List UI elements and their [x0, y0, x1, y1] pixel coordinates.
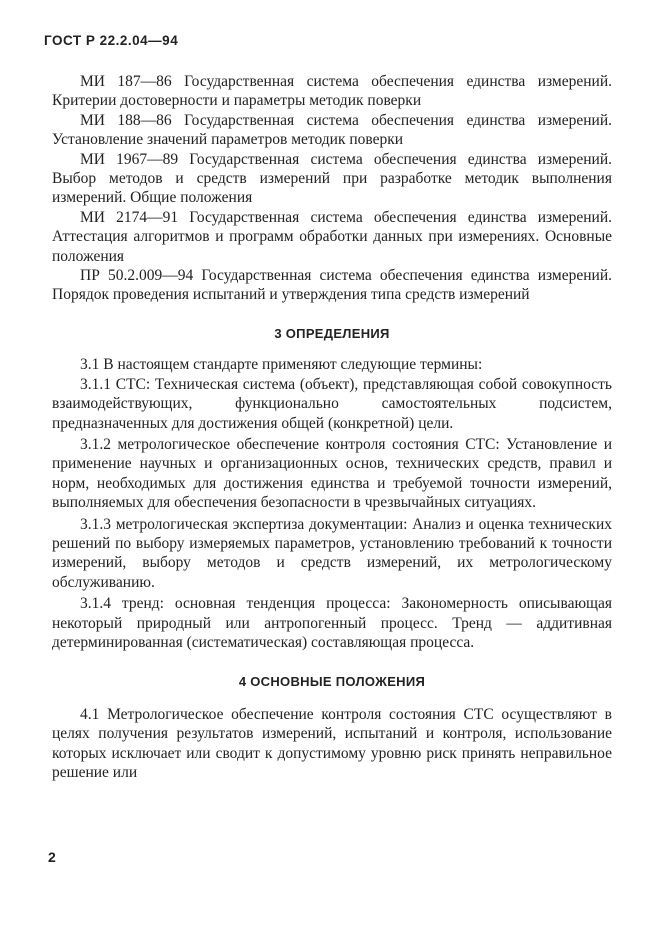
definition-paragraph: 3.1.2 метрологическое обеспечение контроля состояния СТС: Установление и применение научных и организационных основ, технических средств, правил и норм, необходимых для достижения единства и требуемой точности измерений, выполняемых для обеспечения безопасности в чрезвычайных ситуациях. — [52, 435, 612, 512]
definition-paragraph: 3.1.4 тренд: основная тенденция процесса: Закономерность описывающая некоторый природный или антропогенный процесс. Тренд — аддитивная детерминированная (систематическая) составляющая процесса. — [52, 595, 612, 651]
reference-item: МИ 2174—91 Государственная система обеспечения единства измерений. Аттестация алгоритмов и программ обработки данных при измерениях. Основные положения — [52, 208, 612, 265]
reference-item: МИ 188—86 Государственная система обеспечения единства измерений. Установление значений параметров методик поверки — [52, 111, 612, 149]
definition-paragraph: 3.1.3 метрологическая экспертиза документации: Анализ и оценка технических решений по выбору измеряемых параметров, установлению требований к точности измерений, выбору методов и средств измерений, их метрологическому обслуживанию. — [52, 515, 612, 591]
page-number: 2 — [48, 849, 56, 865]
body-paragraph: 4.1 Метрологическое обеспечение контроля состояния СТС осуществляют в целях получения результатов измерений, испытаний и контроля, использование которых исключает или сводит к допустимому уровню риск принять неправильное решение или — [52, 705, 612, 781]
reference-item: МИ 1967—89 Государственная система обеспечения единства измерений. Выбор методов и средств измерений при разработке методик выполнения измерений. Общие положения — [52, 150, 612, 207]
document-header-code: ГОСТ Р 22.2.04—94 — [44, 33, 179, 48]
reference-item: ПР 50.2.009—94 Государственная система обеспечения единства измерений. Порядок проведения испытаний и утверждения типа средств измерений — [52, 267, 612, 304]
section-4-title: 4 ОСНОВНЫЕ ПОЛОЖЕНИЯ — [238, 674, 426, 690]
section-3-title: 3 ОПРЕДЕЛЕНИЯ — [274, 325, 390, 341]
reference-item: МИ 187—86 Государственная система обеспечения единства измерений. Критерии достоверности и параметры методик поверки — [52, 73, 612, 110]
document-body — [52, 72, 612, 782]
definition-paragraph: 3.1 В настоящем стандарте применяют следующие термины: — [80, 356, 483, 374]
definition-paragraph: 3.1.1 СТС: Техническая система (объект), представляющая собой совокупность взаимодействующих, функционально самостоятельных подсистем, предназначенных для достижения общей (конкретной) цели. — [52, 375, 612, 432]
